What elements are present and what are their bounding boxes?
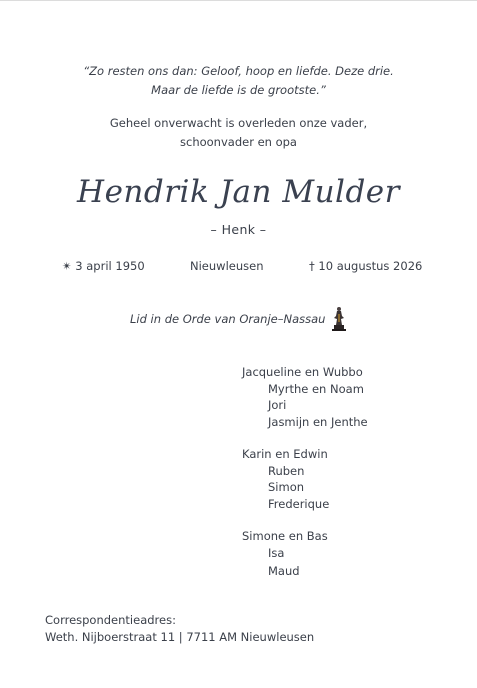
deceased-nickname: – Henk – <box>210 222 267 237</box>
place-name: Nieuwleusen <box>190 259 264 273</box>
death-date: † 10 augustus 2026 <box>309 259 423 273</box>
family-list <box>242 364 368 596</box>
family-group <box>242 364 368 430</box>
family-parents: Karin en Edwin <box>242 447 328 461</box>
order-membership <box>130 306 349 332</box>
correspondence-street: Weth. Nijboerstraat 11 | 7711 AM Nieuwleusen <box>45 630 315 644</box>
family-group <box>242 446 368 512</box>
family-child: Isa <box>268 545 285 560</box>
intro-line-2: schoonvader en opa <box>180 135 297 149</box>
quote-line-2: Maar de liefde is de grootste.” <box>151 83 326 97</box>
top-border <box>0 0 477 1</box>
family-child: Frederique <box>268 496 330 511</box>
family-child: Maud <box>268 564 300 578</box>
family-group <box>242 528 368 580</box>
family-child: Jori <box>268 398 287 412</box>
announcement-text <box>0 114 477 152</box>
family-parents: Jacqueline en Wubbo <box>242 365 363 379</box>
family-parents: Simone en Bas <box>242 529 328 543</box>
family-child: Jasmijn en Jenthe <box>268 414 368 429</box>
bible-quote <box>0 62 477 100</box>
correspondence-label: Correspondentieadres: <box>45 613 176 627</box>
intro-line-1: Geheel onverwacht is overleden onze vader, <box>109 116 368 130</box>
family-child: Ruben <box>268 463 305 478</box>
correspondence-address <box>45 612 314 646</box>
family-child: Myrthe en Noam <box>268 381 364 396</box>
family-child: Simon <box>268 480 305 494</box>
order-medal-icon <box>329 306 349 332</box>
birth-date: ✴ 3 april 1950 <box>62 259 145 273</box>
deceased-name: Hendrik Jan Mulder <box>77 174 400 210</box>
order-label: Lid in de Orde van Oranje–Nassau <box>130 312 326 326</box>
quote-line-1: “Zo resten ons dan: Geloof, hoop en liefde. Deze drie. <box>83 64 394 78</box>
